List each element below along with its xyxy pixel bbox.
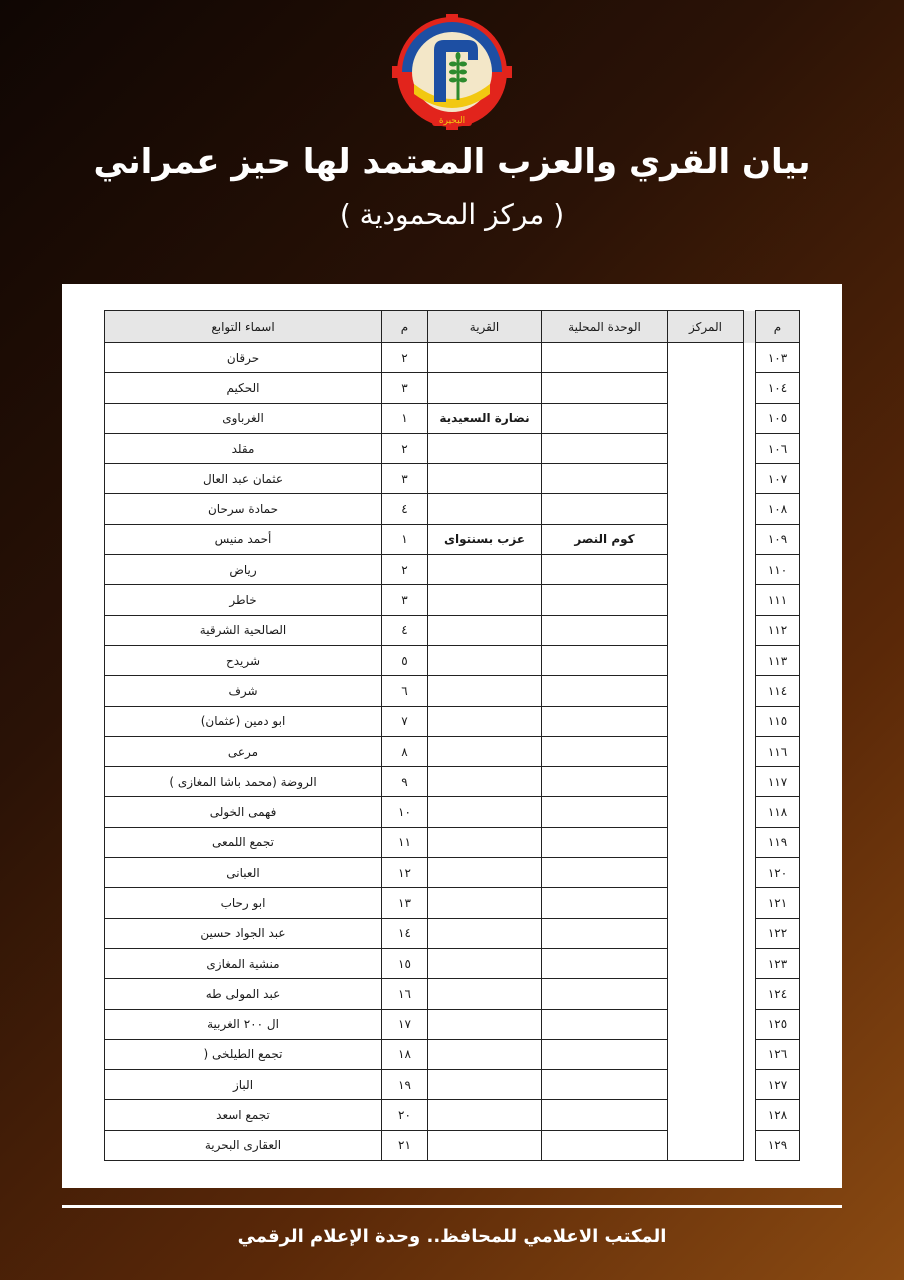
row-dependent-name: عبد الجواد حسين (105, 918, 382, 948)
header-sub-serial: م (382, 311, 428, 343)
row-dependent-name: خاطر (105, 585, 382, 615)
row-local-unit: كوم النصر (542, 524, 668, 554)
row-gap (744, 1009, 756, 1039)
row-gap (744, 767, 756, 797)
row-local-unit (542, 797, 668, 827)
row-serial: ١١١ (756, 585, 800, 615)
row-gap (744, 888, 756, 918)
row-serial: ١١٧ (756, 767, 800, 797)
row-sub-serial: ٤ (382, 494, 428, 524)
row-local-unit (542, 645, 668, 675)
row-local-unit (542, 585, 668, 615)
row-local-unit (542, 343, 668, 373)
row-serial: ١١٦ (756, 736, 800, 766)
row-sub-serial: ٢٠ (382, 1100, 428, 1130)
row-village (428, 615, 542, 645)
row-serial: ١٠٤ (756, 373, 800, 403)
row-village: عزب بسنتواى (428, 524, 542, 554)
row-local-unit (542, 1009, 668, 1039)
row-dependent-name: ال ٢٠٠ الغربية (105, 1009, 382, 1039)
row-dependent-name: الباز (105, 1070, 382, 1100)
row-local-unit (542, 827, 668, 857)
row-village (428, 1100, 542, 1130)
row-local-unit (542, 918, 668, 948)
row-dependent-name: العبانى (105, 858, 382, 888)
row-dependent-name: فهمى الخولى (105, 797, 382, 827)
row-local-unit (542, 373, 668, 403)
row-village (428, 767, 542, 797)
row-village (428, 343, 542, 373)
row-gap (744, 524, 756, 554)
row-village (428, 706, 542, 736)
row-local-unit (542, 1100, 668, 1130)
row-dependent-name: عثمان عبد العال (105, 464, 382, 494)
row-serial: ١٠٩ (756, 524, 800, 554)
row-sub-serial: ١ (382, 403, 428, 433)
row-gap (744, 343, 756, 373)
row-local-unit (542, 888, 668, 918)
row-local-unit (542, 494, 668, 524)
row-dependent-name: الروضة (محمد باشا المغازى ) (105, 767, 382, 797)
row-village (428, 1070, 542, 1100)
row-dependent-name: مقلد (105, 433, 382, 463)
row-dependent-name: الغرباوى (105, 403, 382, 433)
row-village (428, 645, 542, 675)
row-gap (744, 494, 756, 524)
row-markaz (668, 343, 744, 1161)
row-gap (744, 706, 756, 736)
row-village (428, 1130, 542, 1160)
row-local-unit (542, 948, 668, 978)
row-village (428, 797, 542, 827)
table-header-row (105, 311, 800, 343)
row-sub-serial: ٦ (382, 676, 428, 706)
row-sub-serial: ١٧ (382, 1009, 428, 1039)
row-local-unit (542, 858, 668, 888)
row-local-unit (542, 403, 668, 433)
row-sub-serial: ١٥ (382, 948, 428, 978)
row-village (428, 918, 542, 948)
row-local-unit (542, 676, 668, 706)
row-gap (744, 1130, 756, 1160)
header-dependents: اسماء التوابع (105, 311, 382, 343)
row-local-unit (542, 615, 668, 645)
row-serial: ١٢٣ (756, 948, 800, 978)
row-village (428, 373, 542, 403)
header-serial: م (756, 311, 800, 343)
row-gap (744, 797, 756, 827)
row-local-unit (542, 433, 668, 463)
row-gap (744, 645, 756, 675)
row-serial: ١٢٠ (756, 858, 800, 888)
header-gap (744, 311, 756, 343)
row-dependent-name: حمادة سرحان (105, 494, 382, 524)
row-sub-serial: ٣ (382, 585, 428, 615)
row-serial: ١٢٥ (756, 1009, 800, 1039)
row-dependent-name: حرقان (105, 343, 382, 373)
row-sub-serial: ١٦ (382, 979, 428, 1009)
row-gap (744, 1039, 756, 1069)
row-serial: ١١٠ (756, 555, 800, 585)
row-dependent-name: العقارى البحرية (105, 1130, 382, 1160)
row-dependent-name: الحكيم (105, 373, 382, 403)
logo-label: البحيرة (438, 116, 466, 126)
row-gap (744, 827, 756, 857)
row-serial: ١٢٤ (756, 979, 800, 1009)
row-sub-serial: ٢ (382, 343, 428, 373)
governorate-logo (392, 14, 512, 132)
row-dependent-name: أحمد منيس (105, 524, 382, 554)
row-dependent-name: شريدح (105, 645, 382, 675)
row-local-unit (542, 1130, 668, 1160)
row-gap (744, 676, 756, 706)
row-village (428, 494, 542, 524)
row-serial: ١١٥ (756, 706, 800, 736)
row-sub-serial: ٢ (382, 433, 428, 463)
row-serial: ١١٤ (756, 676, 800, 706)
row-local-unit (542, 736, 668, 766)
row-serial: ١١٩ (756, 827, 800, 857)
row-gap (744, 918, 756, 948)
row-serial: ١٢٩ (756, 1130, 800, 1160)
row-dependent-name: ابو رحاب (105, 888, 382, 918)
row-serial: ١٠٨ (756, 494, 800, 524)
row-gap (744, 858, 756, 888)
header-village: القرية (428, 311, 542, 343)
villages-table (104, 310, 800, 1161)
row-village (428, 464, 542, 494)
row-serial: ١١٢ (756, 615, 800, 645)
row-dependent-name: تجمع اسعد (105, 1100, 382, 1130)
row-village: نضارة السعيدية (428, 403, 542, 433)
row-serial: ١٠٧ (756, 464, 800, 494)
row-dependent-name: رياض (105, 555, 382, 585)
row-serial: ١٠٣ (756, 343, 800, 373)
row-dependent-name: ابو دمين (عثمان) (105, 706, 382, 736)
row-gap (744, 555, 756, 585)
row-village (428, 555, 542, 585)
row-gap (744, 403, 756, 433)
document-page (62, 284, 842, 1188)
row-serial: ١٠٦ (756, 433, 800, 463)
row-local-unit (542, 767, 668, 797)
row-gap (744, 373, 756, 403)
row-sub-serial: ١٣ (382, 888, 428, 918)
table-body (105, 343, 800, 1161)
header-markaz: المركز (668, 311, 744, 343)
row-village (428, 585, 542, 615)
row-gap (744, 585, 756, 615)
page-subtitle: ( مركز المحمودية ) (339, 198, 565, 231)
row-sub-serial: ٤ (382, 615, 428, 645)
row-gap (744, 615, 756, 645)
row-serial: ١٢٦ (756, 1039, 800, 1069)
row-gap (744, 1100, 756, 1130)
row-local-unit (542, 706, 668, 736)
row-serial: ١٠٥ (756, 403, 800, 433)
row-dependent-name: الصالحية الشرقية (105, 615, 382, 645)
row-dependent-name: تجمع اللمعى (105, 827, 382, 857)
row-village (428, 888, 542, 918)
row-sub-serial: ٢ (382, 555, 428, 585)
row-sub-serial: ١١ (382, 827, 428, 857)
row-sub-serial: ٣ (382, 464, 428, 494)
row-serial: ١٢٨ (756, 1100, 800, 1130)
row-dependent-name: مرعى (105, 736, 382, 766)
row-village (428, 979, 542, 1009)
row-village (428, 1009, 542, 1039)
row-sub-serial: ٨ (382, 736, 428, 766)
row-local-unit (542, 555, 668, 585)
row-village (428, 827, 542, 857)
row-sub-serial: ١٢ (382, 858, 428, 888)
row-local-unit (542, 1039, 668, 1069)
row-gap (744, 979, 756, 1009)
row-serial: ١٢١ (756, 888, 800, 918)
row-sub-serial: ٢١ (382, 1130, 428, 1160)
row-village (428, 433, 542, 463)
footer-divider (62, 1205, 842, 1208)
row-sub-serial: ٥ (382, 645, 428, 675)
footer-credit: المكتب الاعلامي للمحافظ.. وحدة الإعلام الرقمي (237, 1226, 667, 1247)
page-title: بيان القري والعزب المعتمد لها حيز عمراني (93, 142, 811, 182)
table-row (105, 343, 800, 373)
row-village (428, 676, 542, 706)
row-serial: ١٢٢ (756, 918, 800, 948)
row-sub-serial: ٩ (382, 767, 428, 797)
row-village (428, 1039, 542, 1069)
row-serial: ١٢٧ (756, 1070, 800, 1100)
row-local-unit (542, 1070, 668, 1100)
row-local-unit (542, 464, 668, 494)
row-gap (744, 736, 756, 766)
row-dependent-name: تجمع الطيلخى ( (105, 1039, 382, 1069)
row-sub-serial: ١ (382, 524, 428, 554)
row-gap (744, 464, 756, 494)
row-village (428, 858, 542, 888)
row-village (428, 736, 542, 766)
row-gap (744, 948, 756, 978)
row-local-unit (542, 979, 668, 1009)
row-dependent-name: شرف (105, 676, 382, 706)
row-sub-serial: ٣ (382, 373, 428, 403)
row-sub-serial: ١٠ (382, 797, 428, 827)
row-village (428, 948, 542, 978)
row-dependent-name: عبد المولى طه (105, 979, 382, 1009)
row-gap (744, 1070, 756, 1100)
row-sub-serial: ١٤ (382, 918, 428, 948)
row-gap (744, 433, 756, 463)
row-sub-serial: ١٩ (382, 1070, 428, 1100)
row-serial: ١١٨ (756, 797, 800, 827)
header-local-unit: الوحدة المحلية (542, 311, 668, 343)
row-sub-serial: ١٨ (382, 1039, 428, 1069)
row-dependent-name: منشية المغازى (105, 948, 382, 978)
row-serial: ١١٣ (756, 645, 800, 675)
row-sub-serial: ٧ (382, 706, 428, 736)
